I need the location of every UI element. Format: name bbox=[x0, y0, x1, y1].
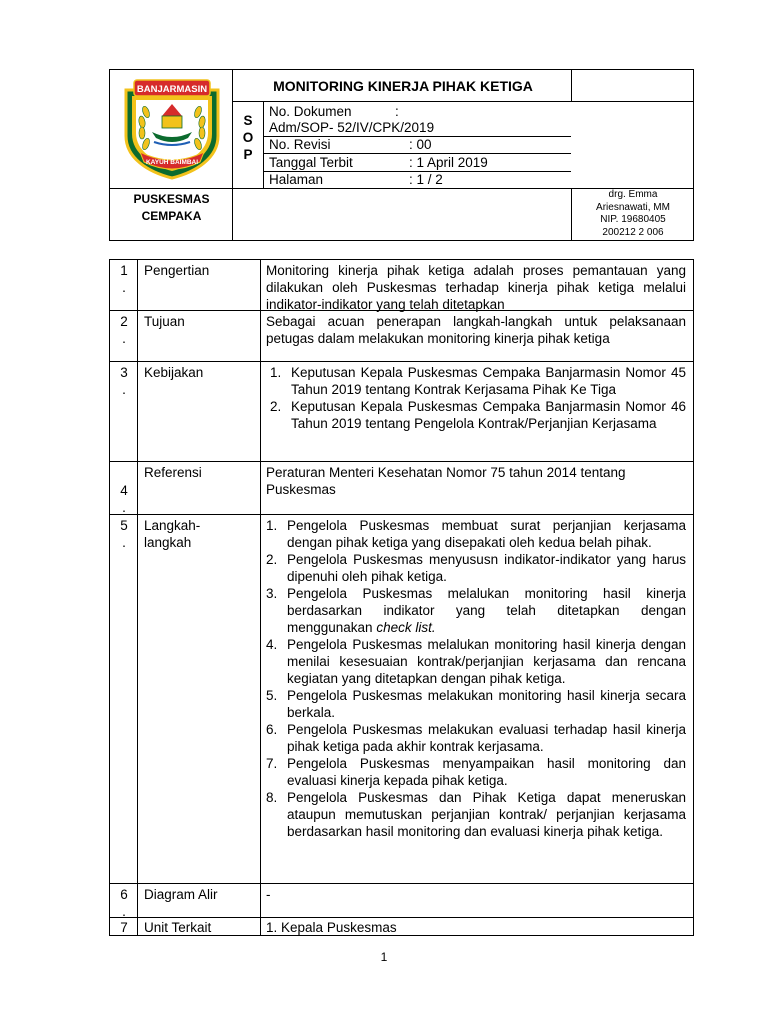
logo-top-text: BANJARMASIN bbox=[136, 84, 208, 95]
list-item: 5. Pengelola Puskesmas melakukan monitoring hasil kinerja secara berkala. bbox=[266, 688, 686, 720]
organization-name bbox=[110, 191, 233, 225]
row-content-unit-terkait: 1. Kepala Puskesmas bbox=[266, 920, 397, 935]
doc-number-row bbox=[269, 104, 399, 120]
revision-value: : 00 bbox=[409, 137, 432, 152]
issue-date-row bbox=[269, 155, 488, 171]
row-number: 6 . bbox=[120, 887, 128, 919]
issue-date-label: Tanggal Terbit bbox=[269, 155, 353, 170]
document-title: MONITORING KINERJA PIHAK KETIGA bbox=[273, 78, 533, 94]
revision-label: No. Revisi bbox=[269, 137, 331, 152]
table-divider bbox=[110, 883, 693, 884]
table-divider bbox=[110, 461, 693, 462]
signatory-line: NIP. 19680405 bbox=[600, 214, 666, 225]
signatory-line: 200212 2 006 bbox=[602, 226, 664, 238]
row-number: 4 . bbox=[120, 483, 128, 515]
doc-number-label: No. Dokumen bbox=[269, 104, 352, 119]
row-content-pengertian: Monitoring kinerja pihak ketiga adalah proses pemantauan yang dilakukan oleh Puskesmas terhadap kinerja pihak ketiga melalui indikator-indikator yang telah ditetapkan bbox=[266, 263, 686, 312]
row-label-tujuan: Tujuan bbox=[144, 314, 185, 329]
signatory-line: Ariesnawati, MM bbox=[596, 201, 670, 213]
list-item: 1. Pengelola Puskesmas membuat surat perjanjian kerjasama dengan pihak ketiga yang disepakati oleh kedua belah pihak. bbox=[266, 518, 686, 550]
row-label-diagram-alir: Diagram Alir bbox=[144, 887, 218, 902]
page-value: : 1 / 2 bbox=[409, 172, 443, 187]
row-label-pengertian: Pengertian bbox=[144, 263, 210, 278]
organization-line-2: CEMPAKA bbox=[141, 209, 202, 223]
list-item: 4. Pengelola Puskesmas melalukan monitoring hasil kinerja dengan menilai kesesuaian kontrak/perjanjian kerjasama dan rencana kegiatan yang ditetapkan dengan pihak ketiga. bbox=[266, 637, 686, 686]
doc-number-value: Adm/SOP- 52/IV/CPK/2019 bbox=[269, 120, 435, 135]
header-divider bbox=[232, 101, 694, 102]
row-content-tujuan: Sebagai acuan penerapan langkah-langkah untuk pelaksanaan petugas dalam melakukan monitoring kinerja pihak ketiga bbox=[266, 314, 686, 346]
banjarmasin-emblem-logo bbox=[120, 76, 224, 180]
organization-line-1: PUSKESMAS bbox=[133, 192, 210, 206]
row-content-langkah bbox=[266, 517, 686, 840]
list-item: 7. Pengelola Puskesmas menyampaikan hasil monitoring dan evaluasi kinerja kepada pihak ketiga. bbox=[266, 756, 686, 788]
doc-number-separator: : bbox=[395, 104, 399, 119]
list-item: 2. Keputusan Kepala Puskesmas Cempaka Banjarmasin Nomor 46 Tahun 2019 tentang Pengelola Kontrak/Perjanjian Kerjasama bbox=[270, 399, 686, 431]
header-divider bbox=[263, 101, 264, 188]
list-item: 1. Keputusan Kepala Puskesmas Cempaka Banjarmasin Nomor 45 Tahun 2019 tentang Kontrak Kerjasama Pihak Ke Tiga bbox=[270, 365, 686, 397]
row-label-referensi: Referensi bbox=[144, 465, 202, 480]
sop-label bbox=[233, 112, 263, 163]
table-divider bbox=[110, 514, 693, 515]
page-row bbox=[269, 172, 443, 188]
page-number: 1 bbox=[380, 950, 388, 964]
list-item: 3. Pengelola Puskesmas melalukan monitoring hasil kinerja berdasarkan indikator yang telah ditetapkan dengan menggunakan check list. bbox=[266, 586, 686, 635]
row-number: 3 . bbox=[120, 365, 128, 397]
sop-letter: O bbox=[242, 130, 254, 145]
table-divider bbox=[110, 361, 693, 362]
row-label-unit-terkait: Unit Terkait bbox=[144, 920, 212, 935]
list-item: 8. Pengelola Puskesmas dan Pihak Ketiga dapat meneruskan ataupun memutuskan perjanjian kontrak/ perjanjian kerjasama berdasarkan hasil monitoring dan evaluasi kinerja pihak ketiga. bbox=[266, 790, 686, 839]
row-number: 5 . bbox=[120, 518, 128, 550]
logo-cell bbox=[110, 70, 233, 188]
sop-content-table bbox=[109, 259, 694, 936]
row-number: 1 . bbox=[120, 263, 128, 295]
row-content-referensi: Peraturan Menteri Kesehatan Nomor 75 tahun 2014 tentang Puskesmas bbox=[266, 465, 626, 497]
header-divider bbox=[571, 188, 572, 240]
list-item: 2. Pengelola Puskesmas menyususn indikator-indikator yang harus dipenuhi oleh pihak ketiga. bbox=[266, 552, 686, 584]
sop-header-table bbox=[109, 69, 694, 241]
row-number: 2 . bbox=[120, 314, 128, 346]
revision-row bbox=[269, 137, 432, 153]
logo-bottom-text: KAYUH BAIMBAI bbox=[145, 159, 199, 166]
row-number: 7 bbox=[120, 920, 128, 935]
row-label-kebijakan: Kebijakan bbox=[144, 365, 204, 380]
header-divider bbox=[263, 153, 571, 154]
list-item: 6. Pengelola Puskesmas melakukan evaluasi terhadap hasil kinerja pihak ketiga pada akhir kontrak kerjasama. bbox=[266, 722, 686, 754]
row-label-langkah: Langkah-langkah bbox=[144, 518, 201, 550]
signatory-line: drg. Emma bbox=[608, 189, 658, 200]
row-content-kebijakan bbox=[270, 364, 686, 432]
table-divider bbox=[110, 917, 693, 918]
sop-letter: P bbox=[243, 147, 253, 162]
row-content-diagram-alir: - bbox=[266, 887, 271, 902]
signatory-block bbox=[573, 189, 693, 239]
page-label: Halaman bbox=[269, 172, 324, 187]
issue-date-value: : 1 April 2019 bbox=[409, 155, 488, 170]
sop-letter: S bbox=[243, 113, 253, 128]
